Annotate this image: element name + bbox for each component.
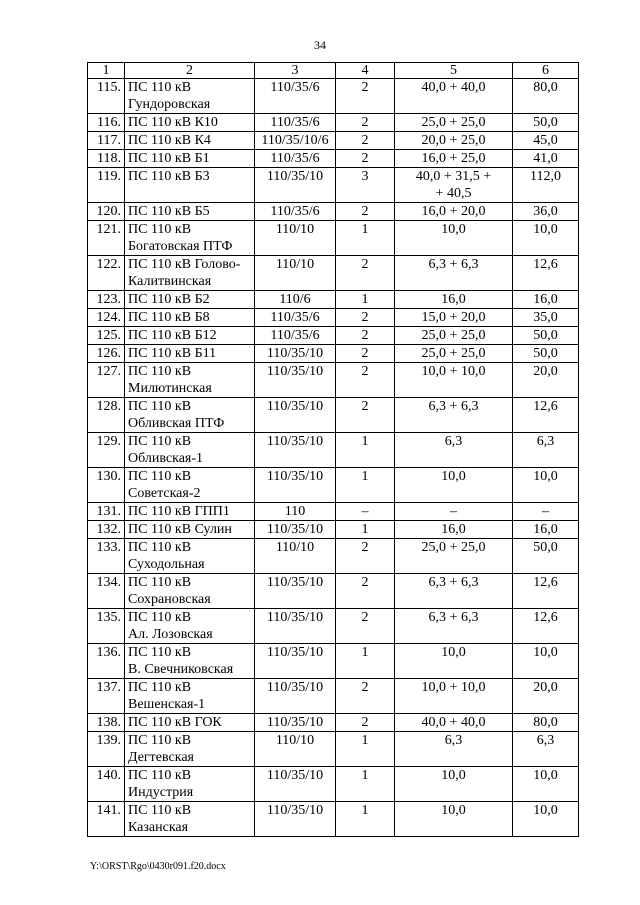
transformer-power-cell [395,114,513,132]
substation-name-line: Дегтевская [128,750,194,765]
page-number: 34 [314,38,326,52]
table-row [88,521,579,539]
transformer-power-line: 25,0 + 25,0 [421,540,486,555]
transformer-power-line: 40,0 + 40,0 [421,80,486,95]
total-power-cell: 36,0 [513,203,579,221]
transformer-power-cell [395,363,513,398]
transformer-count-cell: 1 [336,802,395,837]
substation-name-line: ПС 110 кВ [128,434,192,449]
row-number-cell: 125. [88,327,125,345]
voltage-cell: 110/10 [255,539,336,574]
substation-name-line: Милютинская [128,381,212,396]
total-power-cell: 12,6 [513,398,579,433]
transformer-count-cell: – [336,503,395,521]
total-power-cell: 50,0 [513,345,579,363]
substation-name-cell [125,433,255,468]
substation-name-cell [125,468,255,503]
transformer-count-cell: 1 [336,521,395,539]
substation-name-line: ПС 110 кВ К4 [128,133,211,148]
substation-name-line: Индустрия [128,785,194,800]
transformer-count-cell: 1 [336,221,395,256]
transformer-power-line: 16,0 + 20,0 [421,204,486,219]
substation-name-line: ПС 110 кВ [128,645,192,660]
transformer-power-cell [395,398,513,433]
substation-name-line: Советская-2 [128,486,201,501]
row-number-cell: 126. [88,345,125,363]
transformer-power-cell [395,644,513,679]
table-body [88,79,579,837]
transformer-count-cell: 2 [336,398,395,433]
transformer-power-cell [395,168,513,203]
transformer-power-line: 16,0 [441,522,466,537]
transformer-count-cell: 1 [336,732,395,767]
substation-name-cell [125,644,255,679]
substation-name-line: ПС 110 кВ Б11 [128,346,217,361]
row-number-cell: 122. [88,256,125,291]
transformer-power-cell [395,433,513,468]
total-power-cell: 16,0 [513,291,579,309]
voltage-cell: 110/35/6 [255,114,336,132]
voltage-cell: 110/10 [255,256,336,291]
transformer-count-cell: 2 [336,256,395,291]
voltage-cell: 110 [255,503,336,521]
substation-name-line: ПС 110 кВ [128,803,192,818]
voltage-cell: 110/35/10 [255,345,336,363]
row-number-cell: 138. [88,714,125,732]
substation-name-line: ПС 110 кВ Сулин [128,522,232,537]
table-row [88,714,579,732]
column-header: 5 [395,63,513,79]
voltage-cell: 110/10 [255,221,336,256]
row-number-cell: 132. [88,521,125,539]
transformer-count-cell: 2 [336,79,395,114]
transformer-count-cell: 2 [336,150,395,168]
row-number-cell: 140. [88,767,125,802]
substation-name-line: ПС 110 кВ Б8 [128,310,210,325]
substation-name-line: ПС 110 кВ [128,80,192,95]
transformer-count-cell: 2 [336,309,395,327]
substation-name-cell [125,79,255,114]
row-number-cell: 141. [88,802,125,837]
substation-name-line: ПС 110 кВ Б5 [128,204,210,219]
transformer-power-cell [395,539,513,574]
table-row [88,309,579,327]
transformer-power-line: 10,0 [441,645,466,660]
column-header: 6 [513,63,579,79]
table-row [88,433,579,468]
transformer-power-cell [395,609,513,644]
transformer-power-cell [395,802,513,837]
voltage-cell: 110/10 [255,732,336,767]
transformer-power-line: 10,0 [441,469,466,484]
row-number-cell: 130. [88,468,125,503]
total-power-cell: 20,0 [513,363,579,398]
substation-name-cell [125,221,255,256]
substation-table [87,62,579,837]
transformer-power-cell [395,574,513,609]
table-row [88,132,579,150]
transformer-power-line: 6,3 + 6,3 [428,610,479,625]
transformer-power-cell [395,79,513,114]
transformer-power-line: 40,0 + 40,0 [421,715,486,730]
substation-name-cell [125,732,255,767]
table-row [88,609,579,644]
table-row [88,221,579,256]
voltage-cell: 110/35/10 [255,767,336,802]
table-row [88,644,579,679]
substation-name-line: ПС 110 кВ ГОК [128,715,222,730]
substation-name-line: ПС 110 кВ Б1 [128,151,210,166]
table-row [88,345,579,363]
transformer-count-cell: 1 [336,767,395,802]
row-number-cell: 136. [88,644,125,679]
substation-name-line: Суходольная [128,557,205,572]
table-row [88,679,579,714]
table-row [88,503,579,521]
transformer-count-cell: 2 [336,539,395,574]
substation-name-cell [125,398,255,433]
substation-name-cell [125,574,255,609]
total-power-cell: 20,0 [513,679,579,714]
row-number-cell: 123. [88,291,125,309]
voltage-cell: 110/35/10 [255,521,336,539]
voltage-cell: 110/35/10 [255,168,336,203]
row-number-cell: 116. [88,114,125,132]
substation-name-line: Обливская ПТФ [128,416,225,431]
substation-name-line: ПС 110 кВ К10 [128,115,218,130]
substation-name-line: ПС 110 кВ [128,610,192,625]
substation-name-line: Калитвинская [128,274,212,289]
voltage-cell: 110/35/10 [255,609,336,644]
row-number-cell: 131. [88,503,125,521]
transformer-count-cell: 2 [336,114,395,132]
transformer-power-cell [395,732,513,767]
column-header: 4 [336,63,395,79]
substation-name-cell [125,503,255,521]
voltage-cell: 110/35/10 [255,644,336,679]
table-row [88,114,579,132]
substation-name-line: Ал. Лозовская [128,627,213,642]
table-row [88,327,579,345]
substation-name-line: ПС 110 кВ [128,364,192,379]
voltage-cell: 110/35/10/6 [255,132,336,150]
table-row [88,291,579,309]
total-power-cell: 41,0 [513,150,579,168]
total-power-cell: 10,0 [513,767,579,802]
transformer-power-cell [395,521,513,539]
voltage-cell: 110/35/6 [255,327,336,345]
substation-name-cell [125,203,255,221]
transformer-count-cell: 2 [336,327,395,345]
column-header: 1 [88,63,125,79]
row-number-cell: 119. [88,168,125,203]
transformer-power-line: 15,0 + 20,0 [421,310,486,325]
table-row [88,150,579,168]
transformer-power-line: 25,0 + 25,0 [421,115,486,130]
table-row [88,203,579,221]
table-row [88,767,579,802]
row-number-cell: 115. [88,79,125,114]
total-power-cell: 12,6 [513,574,579,609]
substation-name-line: Гундоровская [128,97,211,112]
substation-name-line: ПС 110 кВ Б3 [128,169,210,184]
voltage-cell: 110/35/6 [255,79,336,114]
transformer-power-cell [395,132,513,150]
column-header: 3 [255,63,336,79]
substation-name-cell [125,327,255,345]
row-number-cell: 124. [88,309,125,327]
substation-name-line: ПС 110 кВ Голово- [128,257,241,272]
voltage-cell: 110/35/10 [255,574,336,609]
substation-name-line: ПС 110 кВ [128,680,192,695]
total-power-cell: 10,0 [513,644,579,679]
transformer-power-cell [395,309,513,327]
transformer-power-line: 6,3 [444,733,463,748]
substation-name-line: ПС 110 кВ [128,399,192,414]
table-row [88,732,579,767]
transformer-power-line: 16,0 + 25,0 [421,151,486,166]
transformer-count-cell: 2 [336,132,395,150]
transformer-power-cell [395,468,513,503]
substation-name-cell [125,679,255,714]
transformer-power-cell [395,767,513,802]
transformer-count-cell: 3 [336,168,395,203]
transformer-count-cell: 2 [336,679,395,714]
table-header-row [88,63,579,79]
voltage-cell: 110/35/10 [255,802,336,837]
transformer-power-line: – [450,504,457,519]
total-power-cell: 10,0 [513,468,579,503]
transformer-count-cell: 1 [336,644,395,679]
total-power-cell: 112,0 [513,168,579,203]
substation-name-cell [125,150,255,168]
transformer-power-line: 10,0 [441,803,466,818]
total-power-cell: 6,3 [513,732,579,767]
voltage-cell: 110/35/10 [255,679,336,714]
transformer-power-line: 10,0 + 10,0 [421,680,486,695]
transformer-power-line: 10,0 + 10,0 [421,364,486,379]
table-row [88,574,579,609]
substation-name-cell [125,132,255,150]
substation-name-line: ПС 110 кВ Б12 [128,328,217,343]
footer-file-path: Y:\ORST\Rgo\0430r091.f20.docx [90,861,226,872]
substation-name-cell [125,767,255,802]
substation-name-line: ПС 110 кВ ГПП1 [128,504,230,519]
transformer-power-cell [395,679,513,714]
total-power-cell: 16,0 [513,521,579,539]
transformer-count-cell: 2 [336,714,395,732]
transformer-power-line: 6,3 + 6,3 [428,575,479,590]
substation-name-line: ПС 110 кВ [128,469,192,484]
substation-name-line: ПС 110 кВ [128,222,192,237]
transformer-power-line: 10,0 [441,768,466,783]
table-row [88,398,579,433]
substation-name-line: ПС 110 кВ [128,733,192,748]
transformer-power-cell [395,345,513,363]
transformer-count-cell: 2 [336,609,395,644]
column-header: 2 [125,63,255,79]
substation-name-cell [125,363,255,398]
transformer-power-cell [395,503,513,521]
total-power-cell: 10,0 [513,221,579,256]
transformer-power-line: 16,0 [441,292,466,307]
transformer-count-cell: 1 [336,291,395,309]
transformer-count-cell: 2 [336,203,395,221]
transformer-power-line: 6,3 + 6,3 [428,257,479,272]
substation-name-cell [125,539,255,574]
voltage-cell: 110/35/10 [255,714,336,732]
substation-name-line: Казанская [128,820,189,835]
table-row [88,256,579,291]
transformer-power-line: 20,0 + 25,0 [421,133,486,148]
transformer-power-line: 25,0 + 25,0 [421,328,486,343]
table-row [88,168,579,203]
voltage-cell: 110/35/10 [255,468,336,503]
row-number-cell: 121. [88,221,125,256]
transformer-count-cell: 2 [336,345,395,363]
substation-name-line: Вешенская-1 [128,697,206,712]
transformer-count-cell: 1 [336,433,395,468]
table-row [88,468,579,503]
row-number-cell: 137. [88,679,125,714]
row-number-cell: 133. [88,539,125,574]
substation-name-cell [125,521,255,539]
transformer-count-cell: 1 [336,468,395,503]
substation-name-line: Сохрановская [128,592,211,607]
substation-name-line: ПС 110 кВ Б2 [128,292,210,307]
transformer-power-line: 25,0 + 25,0 [421,346,486,361]
voltage-cell: 110/35/6 [255,150,336,168]
transformer-power-line: 10,0 [441,222,466,237]
row-number-cell: 128. [88,398,125,433]
row-number-cell: 120. [88,203,125,221]
transformer-power-line: 6,3 + 6,3 [428,399,479,414]
transformer-power-cell [395,221,513,256]
row-number-cell: 129. [88,433,125,468]
substation-name-line: ПС 110 кВ [128,575,192,590]
row-number-cell: 134. [88,574,125,609]
row-number-cell: 117. [88,132,125,150]
transformer-power-cell [395,150,513,168]
transformer-power-cell [395,327,513,345]
voltage-cell: 110/35/10 [255,363,336,398]
substation-name-cell [125,291,255,309]
substation-name-line: В. Свечниковская [128,662,234,677]
transformer-power-cell [395,256,513,291]
row-number-cell: 127. [88,363,125,398]
transformer-power-line: 6,3 [444,434,463,449]
voltage-cell: 110/35/10 [255,398,336,433]
substation-name-cell [125,114,255,132]
total-power-cell: 50,0 [513,327,579,345]
voltage-cell: 110/35/10 [255,433,336,468]
transformer-power-cell [395,714,513,732]
total-power-cell: 35,0 [513,309,579,327]
substation-name-line: Обливская-1 [128,451,204,466]
substation-name-cell [125,714,255,732]
substation-name-cell [125,802,255,837]
total-power-cell: 12,6 [513,256,579,291]
total-power-cell: 50,0 [513,114,579,132]
total-power-cell: – [513,503,579,521]
total-power-cell: 12,6 [513,609,579,644]
substation-name-cell [125,168,255,203]
voltage-cell: 110/35/6 [255,203,336,221]
voltage-cell: 110/35/6 [255,309,336,327]
table-row [88,539,579,574]
transformer-count-cell: 2 [336,363,395,398]
row-number-cell: 135. [88,609,125,644]
substation-name-cell [125,309,255,327]
substation-name-line: Богатовская ПТФ [128,239,233,254]
total-power-cell: 6,3 [513,433,579,468]
transformer-power-line: + 40,5 [435,186,472,201]
total-power-cell: 10,0 [513,802,579,837]
table-row [88,363,579,398]
substation-name-line: ПС 110 кВ [128,768,192,783]
substation-name-line: ПС 110 кВ [128,540,192,555]
substation-name-cell [125,609,255,644]
transformer-count-cell: 2 [336,574,395,609]
table-row [88,802,579,837]
substation-name-cell [125,256,255,291]
transformer-power-line: 40,0 + 31,5 + [415,169,492,184]
total-power-cell: 80,0 [513,79,579,114]
transformer-power-cell [395,291,513,309]
row-number-cell: 118. [88,150,125,168]
transformer-power-cell [395,203,513,221]
substation-name-cell [125,345,255,363]
total-power-cell: 80,0 [513,714,579,732]
total-power-cell: 45,0 [513,132,579,150]
row-number-cell: 139. [88,732,125,767]
total-power-cell: 50,0 [513,539,579,574]
table-row [88,79,579,114]
voltage-cell: 110/6 [255,291,336,309]
